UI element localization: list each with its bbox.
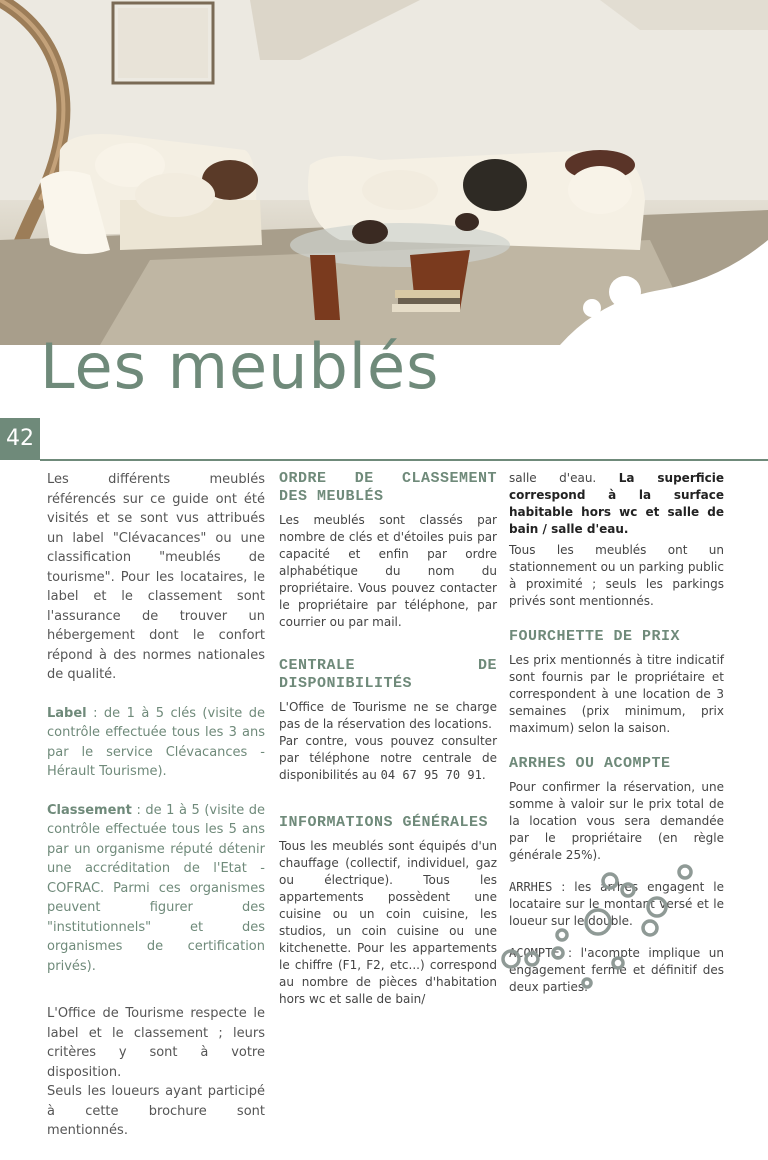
centrale-text-1: L'Office de Tourisme ne se charge pas de la réservation des locations. bbox=[279, 700, 497, 731]
title-divider bbox=[40, 459, 768, 461]
classement-paragraph bbox=[47, 801, 265, 977]
heading-centrale: CENTRALE DE DISPONIBILITÉS bbox=[279, 657, 497, 692]
heading-informations: INFORMATIONS GÉNÉRALES bbox=[279, 814, 489, 831]
heading-arrhes: ARRHES OU ACOMPTE bbox=[509, 755, 671, 772]
centrale-phone: 04 67 95 70 91 bbox=[380, 768, 482, 782]
informations-text: Tous les meublés sont équipés d'un chauffage (collectif, individuel, gaz ou électrique). Tous les appartements possèdent une cuisine ou un coin cuisine, les studios, un coin cuisine ou une kitchenette. Pour les appartements le chiffre (F1, F2, etc...) correspond au nombre de pièces d'habitation hors wc et salle de bain/ bbox=[279, 839, 497, 1006]
acompte-definition-text: : l'acompte implique un engagement ferme et définitif des deux parties. bbox=[509, 946, 724, 994]
page-title: Les meublés bbox=[40, 330, 440, 403]
centrale-text-2-end: . bbox=[481, 768, 486, 782]
centrale-text-2 bbox=[279, 733, 497, 784]
ordre-text: Les meublés sont classés par nombre de clés et d'étoiles puis par capacité et enfin par ordre alphabétique du nom du propriétaire. Vous pouvez contacter le propriétaire par téléphone, par courrier ou par mail. bbox=[279, 513, 497, 629]
informations-continued bbox=[509, 470, 724, 538]
superficie-text: La superficie correspond à la surface habitable hors wc et salle de bain / salle d'eau. bbox=[509, 471, 725, 536]
arrhes-definition-text: : les arrhes engagent le locataire sur le montant versé et le loueur sur le double. bbox=[509, 880, 724, 928]
page-number: 42 bbox=[0, 418, 40, 460]
column-intro bbox=[47, 470, 265, 1160]
acompte-term: ACOMPTE bbox=[509, 946, 560, 960]
heading-fourchette: FOURCHETTE DE PRIX bbox=[509, 628, 681, 645]
heading-ordre: ORDRE DE CLASSEMENT DES MEUBLÉS bbox=[279, 470, 497, 505]
arrhes-term: ARRHES bbox=[509, 880, 553, 894]
centrale-text-2-body: Par contre, vous pouvez consulter par téléphone notre centrale de disponibilités au bbox=[279, 734, 497, 782]
office-paragraph: L'Office de Tourisme respecte le label et le classement ; leurs critères y sont à votre disposition. bbox=[47, 1006, 265, 1080]
intro-paragraph: Les différents meublés référencés sur ce guide ont été visités et se sont vus attribués un label "Clévacances" ou une classification "meublés de tourisme". Pour les locataires, le label et le classement sont l'assurance de trouver un hébergement dont le confort répond à des normes nationales de qualité. bbox=[47, 472, 265, 682]
arrhes-intro: Pour confirmer la réservation, une somme à valoir sur le prix total de la location vous sera demandée par le propriétaire (en règle générale 25%). bbox=[509, 780, 724, 862]
label-text: : de 1 à 5 clés (visite de contrôle effectuée tous les 3 ans par le service Clévacances - Hérault Tourisme). bbox=[47, 705, 265, 779]
classement-term: Classement bbox=[47, 802, 132, 818]
label-paragraph bbox=[47, 704, 265, 782]
hero-photo-living-room bbox=[0, 0, 768, 345]
classement-text: : de 1 à 5 (visite de contrôle effectuée tous les 5 ans par un organisme réputé détenir une accréditation de l'Etat - COFRAC. Parmi ces organismes peuvent figurer des "institutionnels" et des organismes de certification privés). bbox=[47, 802, 265, 974]
loueurs-paragraph: Seuls les loueurs ayant participé à cette brochure sont mentionnés. bbox=[47, 1084, 265, 1138]
column-middle bbox=[279, 470, 497, 1023]
parking-text: Tous les meublés ont un stationnement ou un parking public à proximité ; seuls les parkings privés sont mentionnés. bbox=[509, 543, 724, 608]
fourchette-text: Les prix mentionnés à titre indicatif sont fournis par le propriétaire et correspondent à une location de 3 semaines (prix minimum, prix maximum) selon la saison. bbox=[509, 653, 724, 735]
label-term: Label bbox=[47, 705, 87, 721]
decorative-bubbles bbox=[500, 865, 760, 998]
informations-continued-text: salle d'eau. bbox=[509, 471, 619, 485]
